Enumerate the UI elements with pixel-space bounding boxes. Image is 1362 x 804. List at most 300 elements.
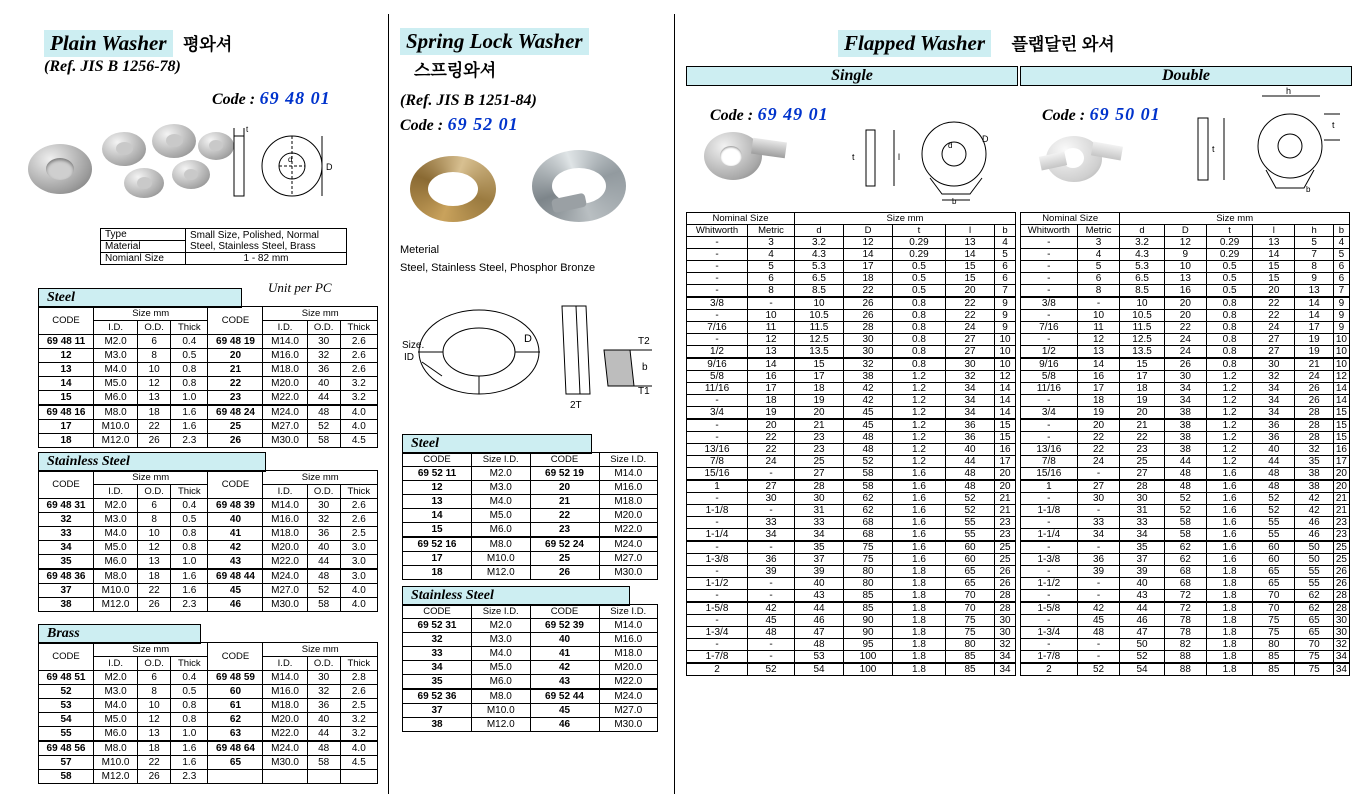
- cell: 1/2: [687, 346, 748, 359]
- cell: 10: [1333, 346, 1349, 359]
- cell: 1.6: [893, 505, 946, 517]
- svg-text:D: D: [524, 333, 532, 345]
- th-od: O.D.: [307, 485, 340, 499]
- cell: M27.0: [263, 584, 307, 598]
- cell: -: [687, 395, 748, 407]
- table-row: [1021, 578, 1350, 590]
- cell: 4.5: [340, 756, 377, 770]
- cell: 38: [1295, 480, 1333, 493]
- cell-code: 33: [403, 647, 472, 661]
- table-row: [1021, 444, 1350, 456]
- table-row: [1021, 541, 1350, 554]
- cell: 30: [946, 358, 995, 371]
- cell: 1.6: [893, 541, 946, 554]
- flapped-washer-section: [676, 0, 1362, 804]
- cell: 95: [844, 639, 893, 651]
- cell: -: [1021, 237, 1078, 249]
- th-thick: Thick: [171, 657, 208, 671]
- cell: 48: [1164, 480, 1206, 493]
- cell: 39: [1077, 566, 1120, 578]
- cell: 1.6: [1206, 505, 1252, 517]
- cell: 8: [138, 349, 171, 363]
- cell: 11: [1077, 322, 1120, 334]
- cell: 43: [795, 590, 844, 603]
- svg-text:Size.: Size.: [402, 340, 425, 351]
- cell: 34: [1164, 395, 1206, 407]
- cell: 43: [1120, 590, 1164, 603]
- cell: 33: [748, 517, 795, 529]
- svg-text:t: t: [852, 152, 855, 162]
- cell: -: [687, 285, 748, 298]
- cell: 34: [1253, 407, 1295, 420]
- cell: 1.6: [893, 493, 946, 505]
- th-size-id: Size I.D.: [599, 605, 658, 619]
- cell: 26: [995, 578, 1016, 590]
- cell: 36: [946, 419, 995, 432]
- cell: 52: [946, 505, 995, 517]
- cell-code: 22: [530, 509, 599, 523]
- cell: 80: [946, 639, 995, 651]
- cell: -: [687, 334, 748, 346]
- cell: 13/16: [687, 444, 748, 456]
- cell: 1-3/4: [687, 627, 748, 639]
- cell: 30: [307, 671, 340, 685]
- table-row: [403, 647, 658, 661]
- cell-code: 34: [403, 661, 472, 675]
- cell: 1.2: [1206, 383, 1252, 395]
- cell-code: 23: [530, 523, 599, 538]
- cell: 20: [748, 419, 795, 432]
- th-size-mm: Size mm: [1120, 213, 1350, 225]
- cell: 1.6: [893, 480, 946, 493]
- cell: 14: [995, 407, 1016, 420]
- cell: 21: [1333, 493, 1349, 505]
- svg-text:b: b: [952, 197, 957, 204]
- cell: 10: [1333, 334, 1349, 346]
- cell: 25: [795, 456, 844, 468]
- cell: 34: [1253, 383, 1295, 395]
- cell: 10: [138, 363, 171, 377]
- plain-brass-table: [38, 642, 378, 784]
- cell: 22: [748, 444, 795, 456]
- cell: -: [687, 419, 748, 432]
- cell: -: [1021, 517, 1078, 529]
- th-od: O.D.: [307, 321, 340, 335]
- cell: 7/8: [1021, 456, 1078, 468]
- cell-code: 15: [403, 523, 472, 538]
- cell: 32: [1295, 444, 1333, 456]
- cell: 25: [995, 541, 1016, 554]
- cell: M2.0: [94, 499, 138, 513]
- cell: 9: [995, 310, 1016, 322]
- cell: 36: [748, 554, 795, 566]
- cell: 42: [1077, 602, 1120, 615]
- cell-code: 42: [530, 661, 599, 675]
- single-label: Single: [686, 66, 1018, 86]
- cell: 14: [748, 358, 795, 371]
- cell: 55: [946, 529, 995, 542]
- th-size-mm: Size mm: [795, 213, 1016, 225]
- cell: 1.8: [893, 627, 946, 639]
- cell-code: 33: [39, 527, 94, 541]
- cell: 24: [1164, 346, 1206, 359]
- cell: 44: [307, 555, 340, 570]
- cell: 22: [138, 420, 171, 434]
- cell: 0.29: [1206, 237, 1252, 249]
- cell: 48: [748, 627, 795, 639]
- table-row: [39, 569, 378, 584]
- th-whitworth: Whitworth: [687, 225, 748, 237]
- cell: -: [1077, 639, 1120, 651]
- cell: -: [687, 566, 748, 578]
- cell: 47: [1120, 627, 1164, 639]
- cell: 11: [748, 322, 795, 334]
- cell: 4.3: [1120, 249, 1164, 261]
- cell: M8.0: [472, 537, 531, 552]
- cell: 22: [138, 756, 171, 770]
- cell: -: [1021, 419, 1078, 432]
- cell: 17: [1077, 383, 1120, 395]
- cell: 39: [795, 566, 844, 578]
- table-row: [403, 704, 658, 718]
- table-row: [39, 671, 378, 685]
- table-row: [1021, 310, 1350, 322]
- cell: 27: [1120, 468, 1164, 481]
- cell: -: [748, 468, 795, 481]
- cell: -: [1077, 651, 1120, 664]
- cell: M5.0: [472, 509, 531, 523]
- cell-code: 25: [530, 552, 599, 566]
- cell: 24: [1164, 334, 1206, 346]
- cell: 65: [946, 566, 995, 578]
- cell: 36: [307, 699, 340, 713]
- cell: 36: [307, 363, 340, 377]
- cell-code: 25: [208, 420, 263, 434]
- cell: 5: [995, 249, 1016, 261]
- cell: 15: [1253, 273, 1295, 285]
- th-size-mm: Size mm: [94, 471, 208, 485]
- cell: 10: [1077, 310, 1120, 322]
- cell: M3.0: [94, 685, 138, 699]
- table-row: [39, 335, 378, 349]
- cell: M4.0: [472, 647, 531, 661]
- cell: M6.0: [472, 675, 531, 690]
- cell: 38: [1164, 432, 1206, 444]
- cell: 4.0: [340, 405, 377, 420]
- cell: 0.5: [893, 261, 946, 273]
- cell: 17: [1333, 456, 1349, 468]
- cell: -: [1077, 578, 1120, 590]
- cell: 48: [946, 480, 995, 493]
- th-D: D: [1164, 225, 1206, 237]
- table-row: [687, 346, 1016, 359]
- cell: M6.0: [94, 727, 138, 742]
- cell: -: [748, 297, 795, 310]
- table-row: [1021, 419, 1350, 432]
- svg-text:t: t: [246, 125, 249, 134]
- cell: M20.0: [263, 713, 307, 727]
- cell: 19: [795, 395, 844, 407]
- cell: 78: [1164, 615, 1206, 627]
- cell: 55: [946, 517, 995, 529]
- cell: 1.0: [171, 727, 208, 742]
- cell: 48: [1077, 627, 1120, 639]
- cell: 0.8: [171, 699, 208, 713]
- svg-text:T1: T1: [638, 386, 650, 397]
- cell-code: 65: [208, 756, 263, 770]
- cell: 2.6: [340, 685, 377, 699]
- svg-text:T2: T2: [638, 336, 650, 347]
- cell: 34: [795, 529, 844, 542]
- cell-code: 69 48 39: [208, 499, 263, 513]
- cell: 7: [1333, 285, 1349, 298]
- table-row: [1021, 297, 1350, 310]
- cell: 1.8: [1206, 615, 1252, 627]
- cell: 88: [1164, 651, 1206, 664]
- table-row: [1021, 432, 1350, 444]
- cell: 1.2: [893, 395, 946, 407]
- table-row: [39, 713, 378, 727]
- cell: 12: [1164, 237, 1206, 249]
- cell: 15: [1333, 432, 1349, 444]
- cell: 85: [1253, 651, 1295, 664]
- cell: 31: [1120, 505, 1164, 517]
- cell: 42: [844, 395, 893, 407]
- cell: 22: [946, 310, 995, 322]
- cell: 14: [844, 249, 893, 261]
- cell: 55: [1295, 578, 1333, 590]
- table-row: [1021, 590, 1350, 603]
- cell: 23: [795, 432, 844, 444]
- cell: 1.2: [1206, 419, 1252, 432]
- cell: 36: [946, 432, 995, 444]
- table-row: [687, 419, 1016, 432]
- cell: M4.0: [94, 363, 138, 377]
- cell: 9: [1333, 297, 1349, 310]
- cell: 50: [1295, 554, 1333, 566]
- cell: 62: [1164, 554, 1206, 566]
- th-thick: Thick: [171, 321, 208, 335]
- cell-code: 69 48 31: [39, 499, 94, 513]
- cell: 30: [995, 615, 1016, 627]
- cell: 52: [1120, 651, 1164, 664]
- cell: -: [687, 615, 748, 627]
- cell: 85: [1253, 663, 1295, 676]
- cell: -: [687, 541, 748, 554]
- cell: 65: [1253, 566, 1295, 578]
- table-row: [39, 434, 378, 448]
- cell: 13.5: [795, 346, 844, 359]
- cell-code: 46: [530, 718, 599, 732]
- cell: 0.29: [893, 249, 946, 261]
- cell: -: [1021, 285, 1078, 298]
- plain-washer-section: [0, 0, 390, 804]
- cell: 32: [1253, 371, 1295, 383]
- cell: M18.0: [599, 647, 658, 661]
- cell: 42: [1295, 505, 1333, 517]
- cell: -: [687, 517, 748, 529]
- cell: 75: [1253, 627, 1295, 639]
- cell: 35: [795, 541, 844, 554]
- cell: 44: [1253, 456, 1295, 468]
- cell: M8.0: [472, 689, 531, 704]
- cell: 2.5: [340, 527, 377, 541]
- cell: 24: [1295, 371, 1333, 383]
- cell: 30: [1077, 493, 1120, 505]
- th-size-mm: Size mm: [263, 471, 378, 485]
- table-row: [1021, 627, 1350, 639]
- cell: 12.5: [1120, 334, 1164, 346]
- cell: -: [1077, 468, 1120, 481]
- cell: 1.2: [893, 432, 946, 444]
- cell-code: 60: [208, 685, 263, 699]
- cell: 3/8: [1021, 297, 1078, 310]
- cell: M22.0: [263, 727, 307, 742]
- cell: 3.2: [1120, 237, 1164, 249]
- cell: 14: [946, 249, 995, 261]
- spring-washer-drawing: [394, 290, 666, 420]
- cell: 34: [1120, 529, 1164, 542]
- cell: 1.8: [893, 602, 946, 615]
- cell: 85: [946, 651, 995, 664]
- cell: 34: [1333, 663, 1349, 676]
- cell: -: [1077, 590, 1120, 603]
- cell: 55: [1295, 566, 1333, 578]
- cell: -: [748, 590, 795, 603]
- column-divider: [674, 14, 675, 794]
- table-row: [403, 689, 658, 704]
- cell: 4: [1333, 237, 1349, 249]
- cell: 28: [1333, 590, 1349, 603]
- cell: 7: [995, 285, 1016, 298]
- cell: 0.8: [1206, 346, 1252, 359]
- cell: 32: [307, 513, 340, 527]
- cell: 10: [995, 346, 1016, 359]
- cell-code: 13: [403, 495, 472, 509]
- cell-code: 69 52 24: [530, 537, 599, 552]
- cell: 75: [946, 615, 995, 627]
- cell: 0.8: [171, 527, 208, 541]
- cell: 34: [995, 651, 1016, 664]
- plain-steel-table: [38, 306, 378, 448]
- th-id: I.D.: [263, 485, 307, 499]
- th-code: CODE: [403, 453, 472, 467]
- spec-label: Material: [101, 241, 186, 253]
- cell: 1.6: [171, 756, 208, 770]
- cell: 18: [1077, 395, 1120, 407]
- cell-code: 42: [208, 541, 263, 555]
- cell: 1-5/8: [687, 602, 748, 615]
- cell: M10.0: [472, 704, 531, 718]
- cell: M18.0: [263, 363, 307, 377]
- cell: 28: [844, 322, 893, 334]
- cell: M12.0: [472, 566, 531, 580]
- cell: 90: [844, 627, 893, 639]
- table-row: [687, 322, 1016, 334]
- cell: 58: [307, 756, 340, 770]
- th-id: I.D.: [94, 485, 138, 499]
- cell: 26: [995, 566, 1016, 578]
- cell: 15: [946, 261, 995, 273]
- cell: 48: [844, 432, 893, 444]
- th-id: I.D.: [263, 321, 307, 335]
- table-row: [1021, 383, 1350, 395]
- cell: 50: [1295, 541, 1333, 554]
- cell: 75: [946, 627, 995, 639]
- cell: 100: [844, 651, 893, 664]
- table-row: [1021, 480, 1350, 493]
- table-row: [39, 699, 378, 713]
- table-row: [1021, 237, 1350, 249]
- single-code-label: Code :: [710, 107, 754, 124]
- cell-code: 37: [39, 584, 94, 598]
- th-id: I.D.: [94, 321, 138, 335]
- cell: 30: [307, 335, 340, 349]
- cell: 4.5: [340, 434, 377, 448]
- cell: 10: [748, 310, 795, 322]
- table-row: [1021, 529, 1350, 542]
- cell: 70: [1295, 639, 1333, 651]
- cell-code: 69 48 59: [208, 671, 263, 685]
- cell: M20.0: [263, 541, 307, 555]
- single-code-value: 69 49 01: [757, 104, 829, 124]
- th-D: D: [844, 225, 893, 237]
- cell: M20.0: [599, 661, 658, 675]
- cell: 19: [1120, 395, 1164, 407]
- th-od: O.D.: [307, 657, 340, 671]
- cell: 70: [1253, 602, 1295, 615]
- table-row: [403, 481, 658, 495]
- cell: 6.5: [795, 273, 844, 285]
- svg-text:b: b: [1306, 185, 1311, 194]
- table-row: [403, 566, 658, 580]
- th-d: d: [1120, 225, 1164, 237]
- cell: -: [1021, 273, 1078, 285]
- cell: 17: [795, 371, 844, 383]
- cell: 2.6: [340, 513, 377, 527]
- cell: 8: [138, 685, 171, 699]
- cell: 30: [1120, 493, 1164, 505]
- cell: M8.0: [94, 405, 138, 420]
- cell: 75: [1295, 651, 1333, 664]
- cell-code: 17: [39, 420, 94, 434]
- cell: 20: [995, 468, 1016, 481]
- cell: M6.0: [94, 555, 138, 570]
- cell: 38: [1164, 419, 1206, 432]
- cell: M10.0: [94, 756, 138, 770]
- table-row: [687, 444, 1016, 456]
- cell: 24: [1253, 322, 1295, 334]
- cell: 0.5: [171, 685, 208, 699]
- table-row: [39, 363, 378, 377]
- cell: 33: [1077, 517, 1120, 529]
- table-row: [403, 495, 658, 509]
- cell: [263, 770, 307, 784]
- th-code: CODE: [208, 643, 263, 671]
- table-row: [39, 420, 378, 434]
- cell: [340, 770, 377, 784]
- cell: 30: [1253, 358, 1295, 371]
- cell: -: [1077, 541, 1120, 554]
- table-row: [403, 523, 658, 538]
- cell: 15: [795, 358, 844, 371]
- cell: 32: [844, 358, 893, 371]
- cell-code: 21: [208, 363, 263, 377]
- cell: 2.6: [340, 499, 377, 513]
- th-l: l: [1253, 225, 1295, 237]
- table-row: [1021, 456, 1350, 468]
- cell: 3.2: [340, 391, 377, 406]
